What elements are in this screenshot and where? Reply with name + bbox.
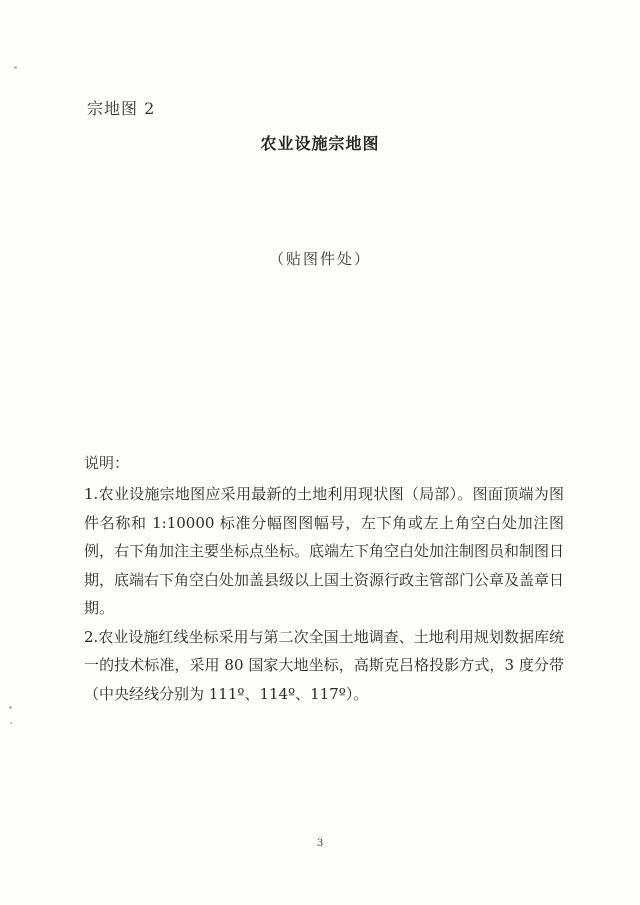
notes-body bbox=[84, 480, 564, 708]
scan-speck bbox=[14, 66, 17, 69]
note-paragraph-1: 1.农业设施宗地图应采用最新的土地利用现状图（局部）。图面顶端为图件名称和 1:10000 标准分幅图图幅号，左下角或左上角空白处加注图例，右下角加注主要坐标点坐标。底端左下角空白处加注制图员和制图日期，底端右下角空白处加盖县级以上国土资源行政主管部门公章及盖章日期。 bbox=[84, 485, 565, 617]
image-placeholder-text: （贴图件处） bbox=[268, 250, 371, 268]
scan-speck bbox=[10, 722, 12, 724]
page-number: 3 bbox=[316, 838, 324, 849]
document-title: 农业设施宗地图 bbox=[260, 134, 380, 153]
notes-heading: 说明： bbox=[84, 454, 130, 472]
document-label: 宗地图 2 bbox=[87, 99, 156, 118]
scan-speck bbox=[9, 706, 12, 709]
note-paragraph-2: 2.农业设施红线坐标采用与第二次全国土地调查、土地利用规划数据库统一的技术标准，采用 80 国家大地坐标，高斯克吕格投影方式，3 度分带（中央经线分别为 111º、114º、117º）。 bbox=[84, 627, 564, 703]
